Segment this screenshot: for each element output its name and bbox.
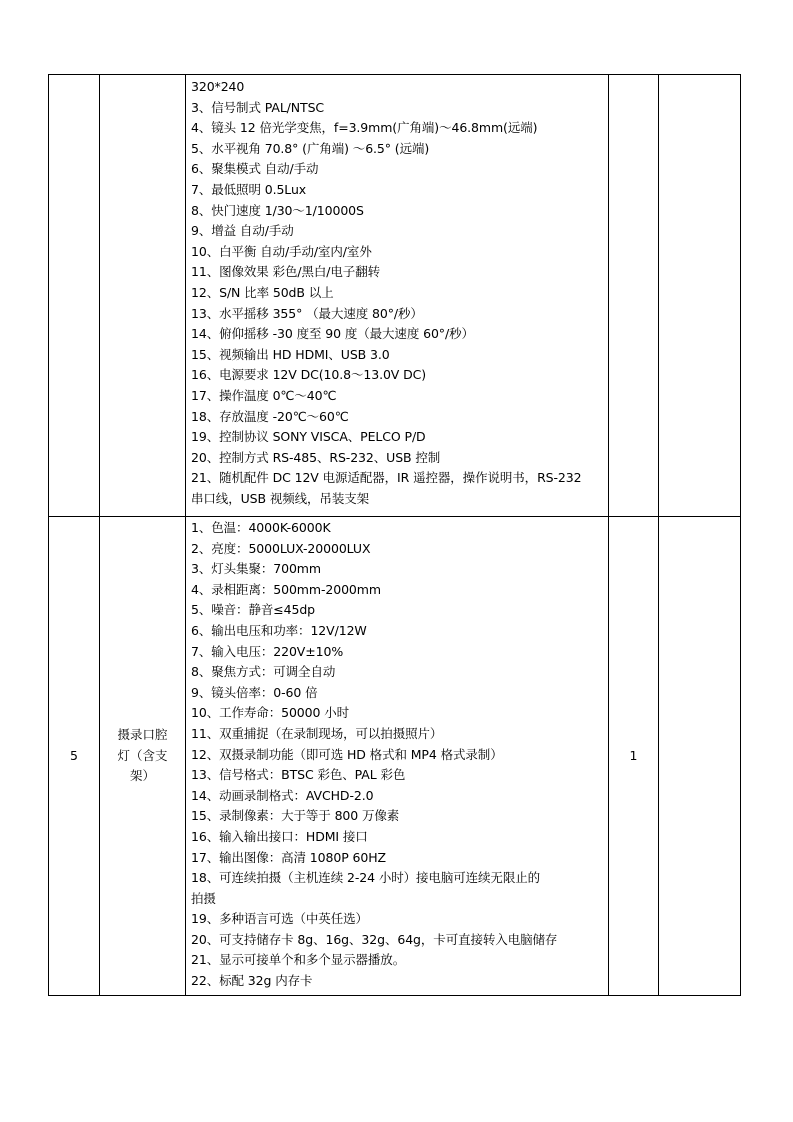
item-number-cell <box>49 75 100 517</box>
spec-line: 9、镜头倍率：0-60 倍 <box>191 684 318 700</box>
spec-line: 7、最低照明 0.5Lux <box>191 181 307 197</box>
spec-line: 4、录相距离：500mm-2000mm <box>191 581 381 597</box>
spec-line: 17、输出图像：高清 1080P 60HZ <box>191 849 386 865</box>
spec-line: 串口线，USB 视频线，吊装支架 <box>191 490 370 506</box>
spec-line: 1、色温：4000K-6000K <box>191 520 331 535</box>
spec-line: 14、动画录制格式：AVCHD-2.0 <box>191 787 374 803</box>
remark-cell <box>659 75 741 517</box>
item-name-line: 架） <box>129 768 155 784</box>
spec-line: 21、显示可接单个和多个显示器播放。 <box>191 952 406 968</box>
table-row <box>49 517 741 996</box>
spec-line: 320*240 <box>191 79 245 94</box>
spec-line: 6、输出电压和功率：12V/12W <box>191 622 367 638</box>
spec-line: 9、增益 自动/手动 <box>191 223 294 239</box>
spec-line: 4、镜头 12 倍光学变焦，f=3.9mm(广角端)～46.8mm(远端) <box>191 120 538 136</box>
spec-line: 5、水平视角 70.8° (广角端) ～6.5° (远端) <box>191 140 430 156</box>
spec-line: 16、输入输出接口：HDMI 接口 <box>191 828 368 844</box>
item-name-line: 摄录口腔 <box>117 727 168 743</box>
spec-cell <box>186 517 609 996</box>
spec-line: 11、双重捕捉（在录制现场，可以拍摄照片） <box>191 725 443 741</box>
spec-line: 2、亮度：5000LUX-20000LUX <box>191 540 371 556</box>
item-number-cell: 5 <box>49 517 100 996</box>
spec-line: 12、双摄录制功能（即可选 HD 格式和 MP4 格式录制） <box>191 746 503 762</box>
table-row <box>49 75 741 517</box>
spec-line: 3、信号制式 PAL/NTSC <box>191 99 325 115</box>
spec-line: 15、视频输出 HD HDMI、USB 3.0 <box>191 346 390 362</box>
spec-line: 19、控制协议 SONY VISCA、PELCO P/D <box>191 429 426 445</box>
spec-line: 16、电源要求 12V DC(10.8～13.0V DC) <box>191 367 427 383</box>
spec-line: 20、控制方式 RS-485、RS-232、USB 控制 <box>191 449 441 465</box>
spec-line: 22、标配 32g 内存卡 <box>191 973 313 989</box>
spec-cell <box>186 75 609 517</box>
spec-line: 13、信号格式：BTSC 彩色、PAL 彩色 <box>191 767 406 783</box>
spec-line: 14、俯仰摇移 -30 度至 90 度（最大速度 60°/秒） <box>191 326 474 342</box>
spec-line: 11、图像效果 彩色/黑白/电子翻转 <box>191 264 381 280</box>
spec-line: 10、工作寿命：50000 小时 <box>191 705 350 721</box>
spec-line: 21、随机配件 DC 12V 电源适配器，IR 遥控器，操作说明书，RS-232 <box>191 470 582 486</box>
quantity-cell: 1 <box>609 517 659 996</box>
item-name-cell <box>100 75 186 517</box>
spec-line: 3、灯头集聚：700mm <box>191 561 321 577</box>
spec-line: 18、存放温度 -20℃～60℃ <box>191 408 349 424</box>
spec-line: 6、聚集模式 自动/手动 <box>191 161 319 177</box>
item-name-cell <box>100 517 186 996</box>
spec-line: 8、聚焦方式：可调全自动 <box>191 664 336 680</box>
spec-line: 8、快门速度 1/30～1/10000S <box>191 202 364 218</box>
spec-line: 5、噪音：静音≤45dp <box>191 602 316 618</box>
spec-line: 13、水平摇移 355° （最大速度 80°/秒） <box>191 305 423 321</box>
spec-line: 10、白平衡 自动/手动/室内/室外 <box>191 243 372 259</box>
spec-table <box>48 74 741 996</box>
spec-line: 17、操作温度 0℃～40℃ <box>191 387 337 403</box>
spec-line: 7、输入电压：220V±10% <box>191 643 344 659</box>
item-name-line: 灯（含支 <box>117 747 168 763</box>
spec-line: 12、S/N 比率 50dB 以上 <box>191 284 334 300</box>
spec-line: 拍摄 <box>191 890 216 906</box>
spec-line: 19、多种语言可选（中英任选） <box>191 911 368 927</box>
spec-line: 20、可支持储存卡 8g、16g、32g、64g，卡可直接转入电脑储存 <box>191 931 558 947</box>
quantity-cell <box>609 75 659 517</box>
remark-cell <box>659 517 741 996</box>
spec-line: 18、可连续拍摄（主机连续 2-24 小时）接电脑可连续无限止的 <box>191 870 541 886</box>
spec-line: 15、录制像素：大于等于 800 万像素 <box>191 808 400 824</box>
